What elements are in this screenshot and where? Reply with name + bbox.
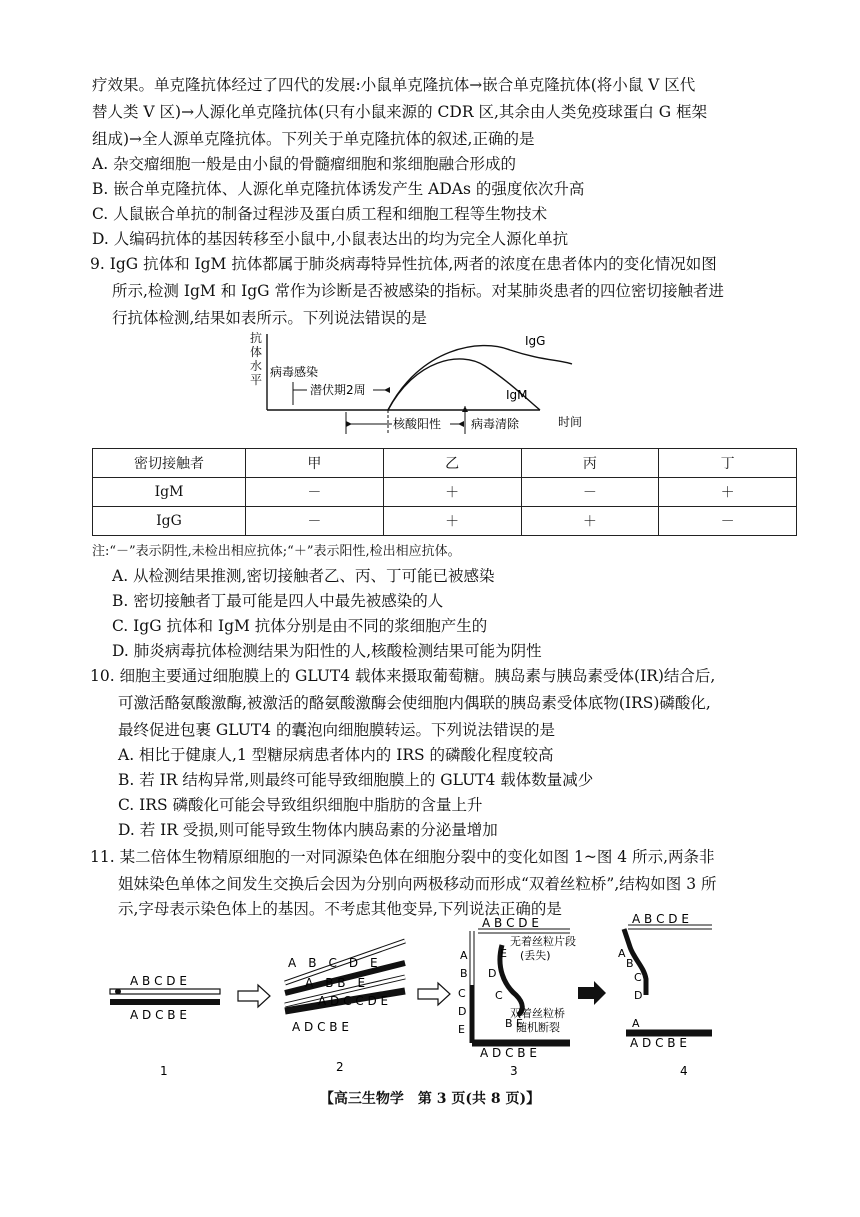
q10-stem-line-2: 可激活酪氨酸激酶,被激活的酪氨酸激酶会使细胞内偶联的胰岛素受体底物(IRS)磷酸化, bbox=[118, 694, 711, 712]
arrow-1-icon bbox=[238, 985, 270, 1007]
panel-number-1: 1 bbox=[160, 1064, 168, 1078]
q9-option-b: B. 密切接触者丁最可能是四人中最先被感染的人 bbox=[112, 592, 444, 610]
antibody-graph bbox=[240, 330, 600, 442]
svg-text:D: D bbox=[634, 989, 643, 1002]
graph-ylabel-1: 抗 bbox=[250, 331, 263, 345]
svg-text:C: C bbox=[495, 989, 503, 1002]
table-row bbox=[93, 478, 797, 507]
svg-text:A B C D E: A B C D E bbox=[288, 956, 378, 970]
panel-number-3: 3 bbox=[510, 1064, 518, 1078]
q10-option-d: D. 若 IR 受损,则可能导致生物体内胰岛素的分泌量增加 bbox=[118, 821, 498, 839]
infection-label: 病毒感染 bbox=[270, 365, 319, 379]
table-cell: － bbox=[246, 507, 384, 536]
q9-stem-line-2: 所示,检测 IgM 和 IgG 常作为诊断是否被感染的指标。对某肺炎患者的四位密切接触者进 bbox=[112, 282, 724, 300]
q11-stem-line-1: 11. 某二倍体生物精原细胞的一对同源染色体在细胞分裂中的变化如图 1~图 4 所示,两条非 bbox=[90, 848, 715, 866]
graph-ylabel-3: 水 bbox=[250, 359, 263, 373]
table-cell: ＋ bbox=[521, 507, 659, 536]
table-header-cell: 丁 bbox=[659, 449, 797, 478]
table-cell: － bbox=[659, 507, 797, 536]
svg-text:E: E bbox=[500, 947, 507, 960]
svg-text:E: E bbox=[458, 1023, 465, 1036]
q9-option-d: D. 肺炎病毒抗体检测结果为阳性的人,核酸检测结果可能为阴性 bbox=[112, 642, 542, 660]
igg-label: IgG bbox=[525, 334, 546, 348]
q10-option-b: B. 若 IR 结构异常,则最终可能导致细胞膜上的 GLUT4 载体数量减少 bbox=[118, 771, 594, 789]
page-footer: 【高三生物学 第 3 页(共 8 页)】 bbox=[319, 1091, 541, 1107]
svg-text:A B B E: A B B E bbox=[305, 976, 366, 990]
q9-option-c: C. IgG 抗体和 IgM 抗体分别是由不同的浆细胞产生的 bbox=[112, 617, 488, 635]
no-centromere-label: 无着丝粒片段 bbox=[510, 935, 576, 948]
q10-stem-line-1: 10. 细胞主要通过细胞膜上的 GLUT4 载体来摄取葡萄糖。胰岛素与胰岛素受体(IR)结合后, bbox=[90, 667, 716, 685]
panel3-genes-bottom: A D C B E bbox=[480, 1046, 537, 1060]
panel-number-2: 2 bbox=[336, 1060, 344, 1074]
table-cell: － bbox=[521, 478, 659, 507]
q8-option-b: B. 嵌合单克隆抗体、人源化单克隆抗体诱发产生 ADAs 的强度依次升高 bbox=[92, 180, 585, 198]
q8-option-d: D. 人编码抗体的基因转移至小鼠中,小鼠表达出的均为完全人源化单抗 bbox=[92, 230, 569, 248]
panel3-genes-top: A B C D E bbox=[482, 916, 539, 930]
igm-label: IgM bbox=[506, 388, 528, 402]
cleared-label: 病毒清除 bbox=[471, 417, 520, 431]
table-cell: IgM bbox=[93, 478, 246, 507]
q8-option-a: A. 杂交瘤细胞一般是由小鼠的骨髓瘤细胞和浆细胞融合形成的 bbox=[92, 155, 517, 173]
incubation-label: 潜伏期2周 bbox=[310, 383, 366, 397]
svg-text:A D C C D E: A D C C D E bbox=[318, 994, 389, 1008]
svg-text:B E: B E bbox=[505, 1017, 523, 1030]
panel2-genes-bottom: A D C B E bbox=[292, 1020, 349, 1034]
table-header-cell: 乙 bbox=[383, 449, 521, 478]
table-header-cell: 密切接触者 bbox=[93, 449, 246, 478]
bridge-label: 双着丝粒桥 bbox=[510, 1007, 565, 1020]
svg-text:C: C bbox=[634, 971, 642, 984]
svg-text:A: A bbox=[618, 947, 626, 960]
panel-4 bbox=[618, 912, 712, 1078]
table-cell: IgG bbox=[93, 507, 246, 536]
table-row bbox=[93, 507, 797, 536]
table-cell: ＋ bbox=[383, 507, 521, 536]
q11-stem-line-2: 姐妹染色单体之间发生交换后会因为分别向两极移动而形成“双着丝粒桥”,结构如图 3 所 bbox=[118, 875, 717, 893]
q9-option-a: A. 从检测结果推测,密切接触者乙、丙、丁可能已被感染 bbox=[112, 567, 495, 585]
antibody-result-table bbox=[92, 448, 797, 536]
q10-option-a: A. 相比于健康人,1 型糖尿病患者体内的 IRS 的磷酸化程度较高 bbox=[118, 746, 554, 764]
panel-3 bbox=[458, 916, 576, 1078]
panel4-genes-bottom: A D C B E bbox=[630, 1036, 687, 1050]
svg-text:B: B bbox=[460, 967, 468, 980]
chromosome-figure bbox=[100, 912, 740, 1085]
q9-stem-line-3: 行抗体检测,结果如表所示。下列说法错误的是 bbox=[112, 309, 427, 327]
svg-text:A: A bbox=[632, 1017, 640, 1030]
table-cell: ＋ bbox=[659, 478, 797, 507]
panel1-genes-top: A B C D E bbox=[130, 974, 187, 988]
svg-text:C: C bbox=[458, 987, 466, 1000]
time-label: 时间 bbox=[558, 415, 583, 429]
igm-curve bbox=[388, 359, 540, 410]
panel-number-4: 4 bbox=[680, 1064, 688, 1078]
q10-stem-line-3: 最终促进包裹 GLUT4 的囊泡向细胞膜转运。下列说法错误的是 bbox=[118, 721, 555, 739]
table-cell: － bbox=[246, 478, 384, 507]
table-header-cell: 丙 bbox=[521, 449, 659, 478]
panel4-genes-top: A B C D E bbox=[632, 912, 689, 926]
graph-ylabel-4: 平 bbox=[250, 373, 263, 387]
table-header-row bbox=[93, 449, 797, 478]
q9-table-note: 注:“－”表示阴性,未检出相应抗体;“＋”表示阳性,检出相应抗体。 bbox=[92, 544, 461, 559]
arrow-3-icon bbox=[578, 981, 606, 1005]
graph-ylabel-2: 体 bbox=[250, 345, 263, 359]
igg-curve bbox=[388, 346, 572, 410]
arrow-2-icon bbox=[418, 983, 450, 1005]
svg-text:D: D bbox=[488, 967, 497, 980]
svg-text:A: A bbox=[460, 949, 468, 962]
panel1-genes-bottom: A D C B E bbox=[130, 1008, 187, 1022]
q9-stem-line-1: 9. IgG 抗体和 IgM 抗体都属于肺炎病毒特异性抗体,两者的浓度在患者体内的变化情况如图 bbox=[90, 255, 717, 273]
q8-option-c: C. 人鼠嵌合单抗的制备过程涉及蛋白质工程和细胞工程等生物技术 bbox=[92, 205, 548, 223]
svg-text:B: B bbox=[626, 957, 634, 970]
q8-stem-line-1: 疗效果。单克隆抗体经过了四代的发展:小鼠单克隆抗体→嵌合单克隆抗体(将小鼠 V 区代 bbox=[92, 76, 696, 94]
q10-option-c: C. IRS 磷酸化可能会导致组织细胞中脂肪的含量上升 bbox=[118, 796, 483, 814]
q8-stem-line-2: 替人类 V 区)→人源化单克隆抗体(只有小鼠来源的 CDR 区,其余由人类免疫球蛋白 G 框架 bbox=[92, 103, 708, 121]
panel-2 bbox=[285, 941, 405, 1074]
random-break-label: 随机断裂 bbox=[516, 1021, 560, 1034]
table-cell: ＋ bbox=[383, 478, 521, 507]
q8-stem-line-3: 组成)→全人源单克隆抗体。下列关于单克隆抗体的叙述,正确的是 bbox=[92, 130, 535, 148]
svg-text:D: D bbox=[458, 1005, 467, 1018]
positive-label: 核酸阳性 bbox=[393, 417, 442, 431]
lost-label: (丢失) bbox=[520, 949, 551, 962]
q11-stem-line-3: 示,字母表示染色体上的基因。不考虑其他变异,下列说法正确的是 bbox=[118, 900, 562, 918]
table-header-cell: 甲 bbox=[246, 449, 384, 478]
panel-1 bbox=[110, 974, 220, 1078]
